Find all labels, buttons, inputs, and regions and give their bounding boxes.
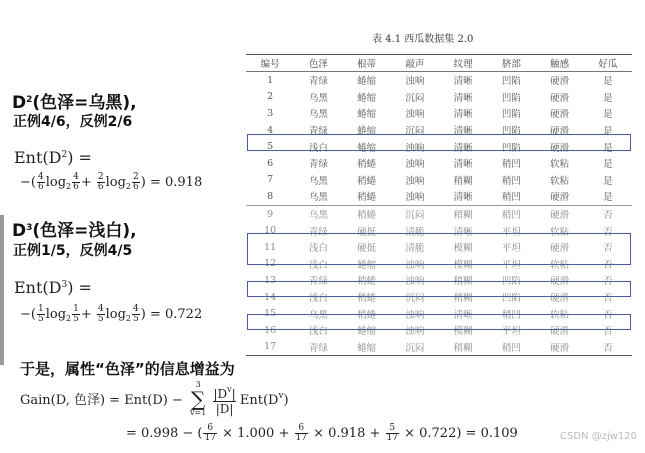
table-cell: 硬滑 <box>550 326 570 338</box>
d2-ent-expression: −( $\frac{4}{6}$ $\log_2$ $\frac{4}{6}$ + $\frac{2}{6}$ $\log_2$ $\frac{2}{6}$ ) = 0.918 <box>20 172 203 192</box>
table-header-row <box>246 55 632 72</box>
table-cell: 沉闷 <box>405 126 425 138</box>
table-row <box>246 339 632 356</box>
table-cell: 蜷缩 <box>343 339 391 356</box>
table-cell: 8 <box>246 188 294 205</box>
table-cell: 稍蜷 <box>357 309 377 321</box>
table-cell: 是 <box>603 126 613 138</box>
left-margin-bar <box>0 215 4 365</box>
table-cell: 清晰 <box>439 188 487 205</box>
table-cell: 11 <box>264 241 277 253</box>
table-cell: 蜷缩 <box>357 126 377 138</box>
table-cell: 沉闷 <box>405 293 425 305</box>
gain-heading: 于是，属性“色泽”的信息增益为 <box>20 360 235 378</box>
table-cell: 清晰 <box>453 92 473 104</box>
table-cell: 否 <box>584 339 632 356</box>
table-cell: 稍凹 <box>501 175 521 187</box>
table-cell: 模糊 <box>453 243 473 255</box>
table-cell: 稍凹 <box>487 188 535 205</box>
table-cell: 蜷缩 <box>357 259 377 271</box>
table-row <box>246 155 632 172</box>
table-cell: 稍凹 <box>501 159 521 171</box>
table-cell: 浊响 <box>405 76 425 88</box>
table-cell: 17 <box>246 339 294 356</box>
d2-ent-formula: $Ent(D^2)$ = <box>14 148 92 167</box>
table-cell: 否 <box>603 243 613 255</box>
highlight-rows-11-12 <box>247 233 631 265</box>
table-cell: 否 <box>603 210 613 222</box>
table-cell: 浊响 <box>405 175 425 187</box>
table-cell: 硬挺 <box>357 226 377 238</box>
table-cell: 平坦 <box>501 226 521 238</box>
table-header-cell: 好瓜 <box>584 55 632 72</box>
sum-operator: 3 ∑ v=1 <box>190 380 207 417</box>
table-cell: 清晰 <box>453 142 473 154</box>
table-cell: 否 <box>603 276 613 288</box>
table-cell: 是 <box>603 159 613 171</box>
table-cell: 乌黑 <box>308 109 328 121</box>
table-cell: 硬滑 <box>536 339 584 356</box>
table-cell: 乌黑 <box>308 92 328 104</box>
table-cell: 清晰 <box>453 226 473 238</box>
table-cell: 沉闷 <box>405 92 425 104</box>
table-cell: 硬滑 <box>550 76 570 88</box>
table-title: 表 4.1 西瓜数据集 2.0 <box>372 34 474 45</box>
table-row <box>246 205 632 222</box>
table-cell: 软粘 <box>550 159 570 171</box>
table-cell: 稍凹 <box>487 339 535 356</box>
table-cell: 10 <box>264 225 277 237</box>
table-cell: 浅白 <box>308 259 328 271</box>
gain-lhs: Gain(D, 色泽) = Ent(D) − <box>20 393 183 408</box>
table-cell: 凹陷 <box>501 142 521 154</box>
table-cell: 凹陷 <box>501 76 521 88</box>
table-header-cell: 敲声 <box>391 55 439 72</box>
d3-ent-value: = 0.722 <box>149 307 203 322</box>
gain-formula-line2: = 0.998 − ( $\frac{6}{17}$ × 1.000 + $\frac{6}{17}$ × 0.918 + $\frac{5}{17}$ × 0.722) = 0.109 <box>126 423 518 443</box>
table-cell: 浊响 <box>405 326 425 338</box>
table-cell: 硬滑 <box>550 276 570 288</box>
table-cell: 浊响 <box>405 109 425 121</box>
d3-ent-formula: $Ent(D^3)$ = <box>14 278 92 297</box>
d3-ent-expression: −( $\frac{1}{5}$ $\log_2$ $\frac{1}{5}$ + $\frac{4}{5}$ $\log_2$ $\frac{4}{5}$ ) = 0.722 <box>20 304 203 324</box>
table-cell: 2 <box>267 91 274 103</box>
table-cell: 青绿 <box>308 159 328 171</box>
table-cell: 沉闷 <box>405 210 425 222</box>
table-cell: 是 <box>603 109 613 121</box>
d2-ent-value: = 0.918 <box>149 175 203 190</box>
table-cell: 浊响 <box>405 309 425 321</box>
table-header-cell: 色泽 <box>294 55 342 72</box>
d3-ent-tail: ) = <box>67 278 92 297</box>
table-cell: 软粘 <box>550 259 570 271</box>
gain-formula-line1 <box>20 381 289 427</box>
table-cell: 否 <box>603 226 613 238</box>
table-cell: 青绿 <box>308 276 328 288</box>
table-cell: 浅白 <box>308 326 328 338</box>
d2-ent-label: Ent(D <box>14 148 62 167</box>
table-row <box>246 72 632 89</box>
table-header-cell: 脐部 <box>487 55 535 72</box>
table-cell: 凹陷 <box>501 92 521 104</box>
table-cell: 沉闷 <box>391 339 439 356</box>
table-cell: 浅白 <box>308 243 328 255</box>
table-cell: 浊响 <box>405 276 425 288</box>
d2-heading-text: (色泽=乌黑), <box>32 93 137 113</box>
sum-bottom: v=1 <box>190 408 207 417</box>
table-cell: 乌黑 <box>308 175 328 187</box>
table-cell: 否 <box>603 259 613 271</box>
table-cell: 软粘 <box>550 226 570 238</box>
table-cell: 凹陷 <box>501 293 521 305</box>
table-cell: 平坦 <box>501 259 521 271</box>
d3-heading: $D^3$(色泽=浅白), <box>12 221 137 241</box>
table-cell: 稍蜷 <box>357 293 377 305</box>
table-cell: 9 <box>267 208 274 220</box>
table-cell: 15 <box>264 308 277 320</box>
table-cell: 否 <box>603 293 613 305</box>
table-header-cell: 纹理 <box>439 55 487 72</box>
table-cell: 硬滑 <box>550 210 570 222</box>
table-cell: 清晰 <box>453 159 473 171</box>
highlight-row-16 <box>247 314 631 330</box>
table-cell: 硬滑 <box>536 188 584 205</box>
table-row <box>246 172 632 189</box>
table-cell: 稍糊 <box>439 339 487 356</box>
gain-rhs: $Ent(D^v)$ <box>239 391 289 408</box>
table-cell: 稍糊 <box>453 276 473 288</box>
watermelon-data-table <box>246 54 632 356</box>
table-cell: 凹陷 <box>501 109 521 121</box>
table-cell: 5 <box>267 141 274 153</box>
gain-line2-d: × 0.722) = 0.109 <box>404 426 518 441</box>
table-cell: 浅白 <box>308 142 328 154</box>
d3-counts: 正例1/5，反例4/5 <box>13 243 133 259</box>
gain-line2-c: × 0.918 + <box>313 426 381 441</box>
table-cell: 青绿 <box>308 76 328 88</box>
table-cell: 是 <box>584 188 632 205</box>
table-cell: 稍糊 <box>453 175 473 187</box>
table-cell: 凹陷 <box>501 276 521 288</box>
table-cell: 模糊 <box>453 326 473 338</box>
table-header-cell: 编号 <box>246 55 294 72</box>
table-cell: 稍蜷 <box>357 210 377 222</box>
table-cell: 青绿 <box>308 126 328 138</box>
table-cell: 乌黑 <box>294 188 342 205</box>
table-cell: 软粘 <box>550 175 570 187</box>
gain-fraction: $\frac{|D^v|}{|D|}$ <box>213 385 236 416</box>
gain-frac-num: |D <box>213 387 228 401</box>
table-cell: 6 <box>267 157 274 169</box>
table-cell: 清晰 <box>453 109 473 121</box>
table-body <box>246 72 632 356</box>
d3-ent-label: Ent(D <box>14 278 62 297</box>
watermark: CSDN @zjw120 <box>560 431 637 442</box>
table-cell: 是 <box>603 92 613 104</box>
table-cell: 4 <box>267 124 274 136</box>
table-cell: 蜷缩 <box>357 76 377 88</box>
d2-counts: 正例4/6，反例2/6 <box>13 114 133 130</box>
table-cell: 乌黑 <box>308 309 328 321</box>
table-cell: 硬滑 <box>550 293 570 305</box>
table-cell: 软粘 <box>550 309 570 321</box>
table-cell: 稍蜷 <box>343 188 391 205</box>
d2-ent-tail: ) = <box>67 148 92 167</box>
sum-top: 3 <box>195 380 201 389</box>
table-cell: 青绿 <box>294 339 342 356</box>
table-cell: 否 <box>603 326 613 338</box>
table-cell: 16 <box>264 324 277 336</box>
table-cell: 1 <box>267 74 274 86</box>
table-cell: 稍蜷 <box>357 175 377 187</box>
table-cell: 浅白 <box>308 293 328 305</box>
d2-heading: $D^2$(色泽=乌黑), <box>12 93 137 113</box>
table-cell: 清晰 <box>453 126 473 138</box>
table-cell: 蜷缩 <box>357 92 377 104</box>
table-cell: 是 <box>603 142 613 154</box>
highlight-row-14 <box>247 281 631 297</box>
table-cell: 稍凹 <box>501 309 521 321</box>
table-cell: 3 <box>267 107 274 119</box>
table-cell: 稍凹 <box>501 210 521 222</box>
table-cell: 蜷缩 <box>357 326 377 338</box>
table-cell: 硬滑 <box>550 109 570 121</box>
highlight-row-5 <box>247 134 631 151</box>
table-cell: 乌黑 <box>308 210 328 222</box>
table-cell: 平坦 <box>501 243 521 255</box>
table-cell: 浊响 <box>405 142 425 154</box>
table-cell: 12 <box>264 258 277 270</box>
table-cell: 稍蜷 <box>357 276 377 288</box>
table-row <box>246 89 632 106</box>
table-cell: 清脆 <box>405 226 425 238</box>
table-header-cell: 根蒂 <box>343 55 391 72</box>
table-cell: 清晰 <box>453 76 473 88</box>
gain-frac-den: |D| <box>215 402 234 416</box>
table-cell: 硬滑 <box>550 142 570 154</box>
table-cell: 青绿 <box>308 226 328 238</box>
table-cell: 浊响 <box>391 188 439 205</box>
table-cell: 平坦 <box>501 326 521 338</box>
table-cell: 蜷缩 <box>357 109 377 121</box>
table-header-cell: 触感 <box>536 55 584 72</box>
table-cell: 硬挺 <box>357 243 377 255</box>
table-cell: 清脆 <box>405 243 425 255</box>
table-cell: 否 <box>603 309 613 321</box>
table-cell: 模糊 <box>453 259 473 271</box>
table-cell: 凹陷 <box>501 126 521 138</box>
table-cell: 硬滑 <box>550 92 570 104</box>
table-cell: 稍糊 <box>453 210 473 222</box>
d3-heading-text: (色泽=浅白), <box>32 221 137 241</box>
gain-line2-a: = 0.998 − ( <box>126 426 203 441</box>
table-cell: 浊响 <box>405 259 425 271</box>
table-cell: 稍糊 <box>453 293 473 305</box>
table-cell: 硬滑 <box>550 243 570 255</box>
table-row <box>246 188 632 205</box>
table-cell: 硬滑 <box>550 126 570 138</box>
table-cell: 是 <box>603 76 613 88</box>
table-cell: 蜷缩 <box>357 142 377 154</box>
table-cell: 清晰 <box>453 309 473 321</box>
table-cell: 是 <box>603 175 613 187</box>
table-cell: 13 <box>264 274 277 286</box>
table-cell: 浊响 <box>405 159 425 171</box>
table-cell: 7 <box>267 174 274 186</box>
table-cell: 14 <box>264 291 277 303</box>
table-cell: 稍蜷 <box>357 159 377 171</box>
table-row <box>246 105 632 122</box>
gain-line2-b: × 1.000 + <box>222 426 290 441</box>
